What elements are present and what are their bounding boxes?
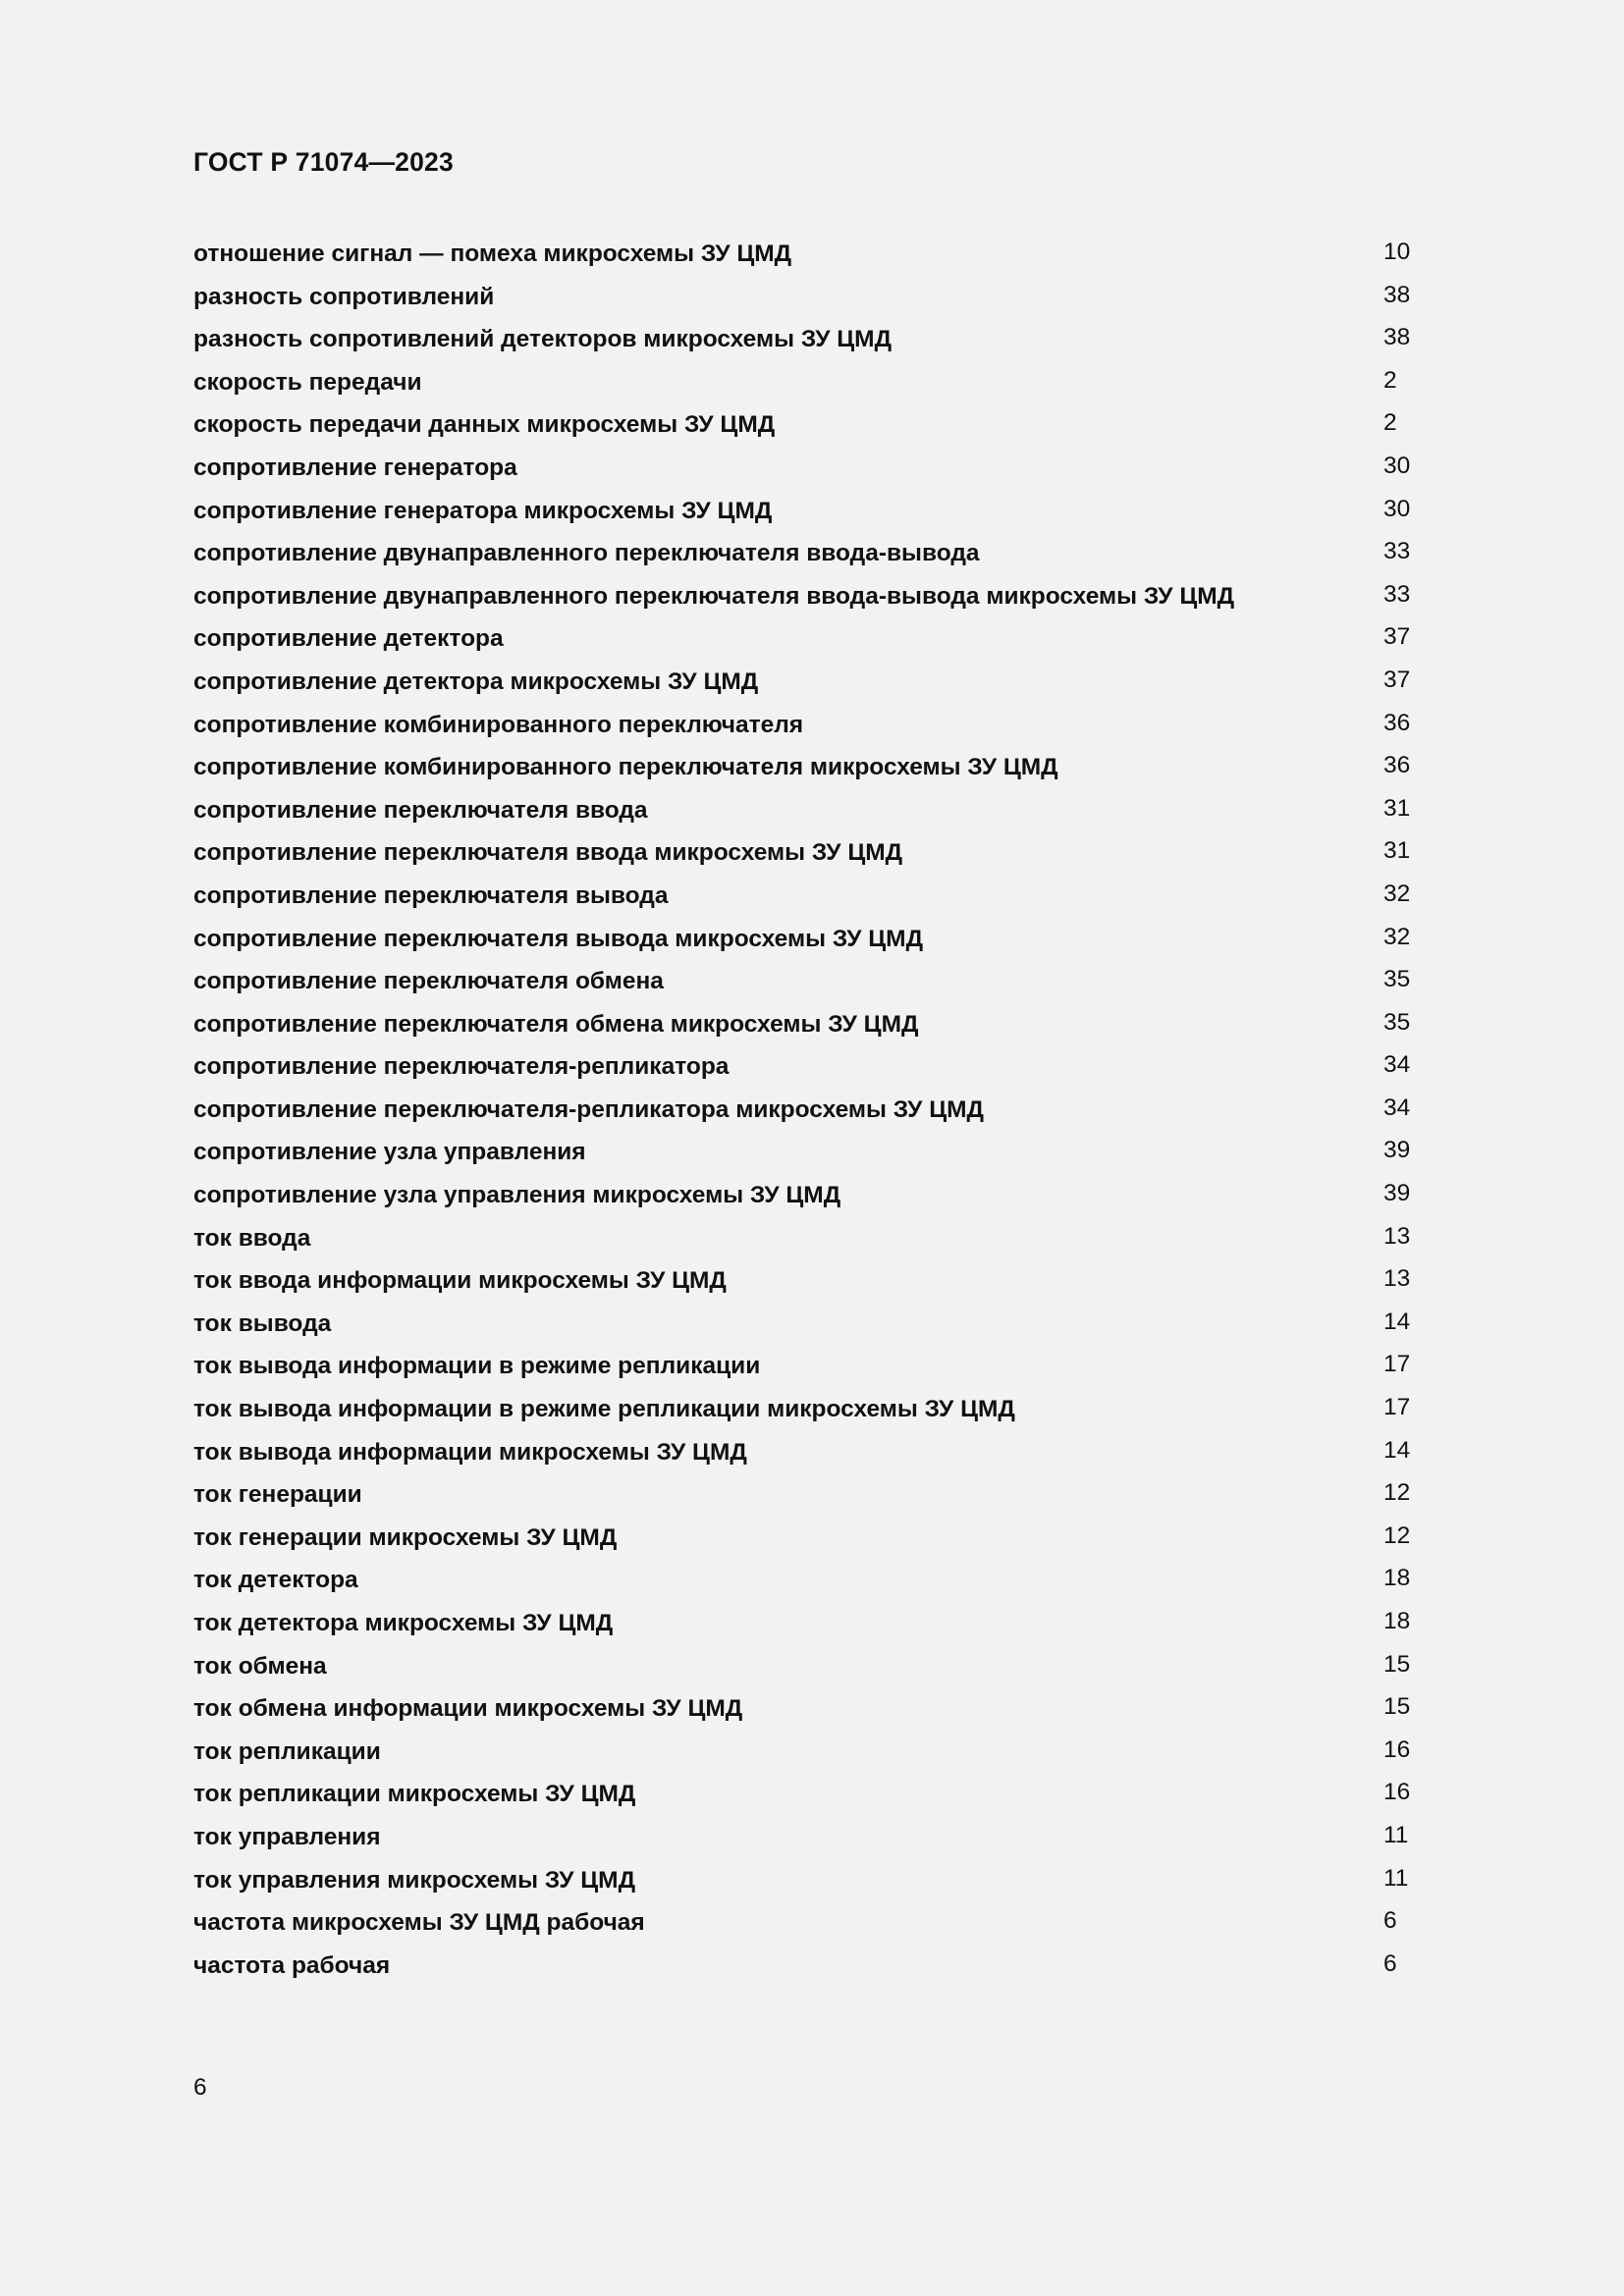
index-entry: [193, 325, 1431, 368]
index-entry: [193, 711, 1431, 754]
index-term: ток управления микросхемы ЗУ ЦМД: [193, 1866, 636, 1894]
index-page-ref: 33: [1383, 580, 1411, 608]
alphabetical-index: [193, 240, 1431, 1994]
index-term: сопротивление переключателя вывода: [193, 881, 669, 909]
index-page-ref: 12: [1383, 1479, 1411, 1507]
index-page-ref: 39: [1383, 1137, 1411, 1164]
index-term: сопротивление переключателя-репликатора микросхемы ЗУ ЦМД: [193, 1095, 984, 1123]
index-entry: [193, 753, 1431, 796]
index-page-ref: 6: [1383, 1949, 1397, 1977]
index-term: сопротивление генератора микросхемы ЗУ ЦМД: [193, 497, 773, 524]
index-term: сопротивление комбинированного переключателя микросхемы ЗУ ЦМД: [193, 754, 1058, 781]
index-page-ref: 36: [1383, 752, 1411, 779]
index-entry: [193, 368, 1431, 411]
index-page-ref: 15: [1383, 1693, 1411, 1721]
index-entry: [193, 1138, 1431, 1181]
index-page-ref: 37: [1383, 666, 1411, 693]
index-entry: [193, 967, 1431, 1010]
index-page-ref: 13: [1383, 1222, 1411, 1250]
index-term: ток детектора микросхемы ЗУ ЦМД: [193, 1610, 614, 1636]
index-term: ток репликации микросхемы ЗУ ЦМД: [193, 1781, 636, 1808]
index-page-ref: 38: [1383, 324, 1411, 351]
index-entry: [193, 240, 1431, 283]
index-page-ref: 14: [1383, 1436, 1411, 1464]
index-page-ref: 34: [1383, 1094, 1411, 1121]
index-term: сопротивление переключателя обмена: [193, 968, 664, 995]
index-page-ref: 38: [1383, 281, 1411, 308]
index-page-ref: 17: [1383, 1351, 1411, 1378]
index-entry: [193, 497, 1431, 540]
index-term: ток вывода информации микросхемы ЗУ ЦМД: [193, 1438, 747, 1466]
index-page-ref: 34: [1383, 1051, 1411, 1079]
index-entry: [193, 454, 1431, 497]
index-entry: [193, 624, 1431, 667]
index-term: сопротивление узла управления: [193, 1139, 586, 1166]
index-page-ref: 18: [1383, 1608, 1411, 1634]
index-page-ref: 18: [1383, 1565, 1411, 1592]
index-term: сопротивление комбинированного переключателя: [193, 711, 804, 738]
index-term: ток вывода информации в режиме репликации: [193, 1353, 761, 1380]
index-page-ref: 16: [1383, 1779, 1411, 1806]
index-page-ref: 31: [1383, 794, 1411, 822]
index-entry: [193, 1052, 1431, 1095]
index-term: ток обмена информации микросхемы ЗУ ЦМД: [193, 1695, 743, 1723]
page-number: 6: [193, 2074, 207, 2101]
index-page-ref: 10: [1383, 239, 1411, 265]
index-page-ref: 2: [1383, 409, 1397, 437]
index-term: ток генерации: [193, 1481, 362, 1509]
index-entry: [193, 1224, 1431, 1267]
index-page-ref: 2: [1383, 366, 1397, 394]
index-term: сопротивление двунаправленного переключателя ввода-вывода: [193, 540, 980, 567]
index-term: сопротивление переключателя-репликатора: [193, 1053, 730, 1081]
document-header: ГОСТ Р 71074—2023: [193, 147, 454, 177]
index-entry: [193, 1352, 1431, 1395]
index-page-ref: 35: [1383, 1008, 1411, 1036]
index-page-ref: 11: [1383, 1864, 1409, 1892]
index-page-ref: 30: [1383, 452, 1411, 479]
index-entry: [193, 1438, 1431, 1481]
index-page-ref: 11: [1383, 1821, 1409, 1848]
index-term: скорость передачи данных микросхемы ЗУ ЦМД: [193, 411, 776, 439]
index-entry: [193, 1823, 1431, 1866]
index-page-ref: 37: [1383, 623, 1411, 651]
index-entry: [193, 1780, 1431, 1823]
index-entry: [193, 1737, 1431, 1781]
index-page-ref: 35: [1383, 966, 1411, 993]
index-page-ref: 32: [1383, 923, 1411, 950]
index-term: разность сопротивлений: [193, 283, 495, 310]
index-entry: [193, 1395, 1431, 1438]
index-entry: [193, 881, 1431, 925]
index-entry: [193, 796, 1431, 839]
index-page-ref: 36: [1383, 709, 1411, 736]
index-entry: [193, 539, 1431, 582]
index-entry: [193, 838, 1431, 881]
index-term: ток репликации: [193, 1737, 381, 1765]
index-page-ref: 15: [1383, 1650, 1411, 1678]
index-page-ref: 14: [1383, 1308, 1411, 1335]
index-term: сопротивление детектора: [193, 625, 504, 653]
index-entry: [193, 410, 1431, 454]
index-entry: [193, 1010, 1431, 1053]
index-page-ref: 32: [1383, 880, 1411, 907]
index-term: ток управления: [193, 1823, 381, 1850]
index-entry: [193, 1951, 1431, 1995]
index-page-ref: 17: [1383, 1394, 1411, 1421]
index-entry: [193, 1266, 1431, 1309]
index-entry: [193, 925, 1431, 968]
index-entry: [193, 1523, 1431, 1567]
index-term: сопротивление генератора: [193, 454, 517, 481]
index-term: сопротивление узла управления микросхемы ЗУ ЦМД: [193, 1182, 841, 1209]
index-entry: [193, 283, 1431, 326]
index-term: ток генерации микросхемы ЗУ ЦМД: [193, 1523, 618, 1551]
index-entry: [193, 667, 1431, 711]
index-entry: [193, 1095, 1431, 1139]
index-term: ток ввода информации микросхемы ЗУ ЦМД: [193, 1267, 727, 1295]
index-term: сопротивление переключателя вывода микросхемы ЗУ ЦМД: [193, 925, 924, 952]
index-entry: [193, 1694, 1431, 1737]
index-entry: [193, 1908, 1431, 1951]
index-term: ток детектора: [193, 1567, 358, 1594]
index-entry: [193, 1480, 1431, 1523]
index-entry: [193, 1652, 1431, 1695]
index-term: отношение сигнал — помеха микросхемы ЗУ ЦМД: [193, 240, 792, 267]
index-term: сопротивление двунаправленного переключателя ввода-вывода микросхемы ЗУ ЦМД: [193, 582, 1235, 610]
index-term: частота микросхемы ЗУ ЦМД рабочая: [193, 1909, 645, 1937]
index-term: разность сопротивлений детекторов микросхемы ЗУ ЦМД: [193, 326, 893, 353]
index-page-ref: 30: [1383, 495, 1411, 522]
index-term: ток ввода: [193, 1224, 311, 1252]
index-page-ref: 13: [1383, 1265, 1411, 1293]
index-page-ref: 31: [1383, 837, 1411, 865]
index-term: сопротивление детектора микросхемы ЗУ ЦМД: [193, 667, 759, 695]
index-term: ток вывода: [193, 1309, 332, 1337]
index-entry: [193, 582, 1431, 625]
index-page-ref: 12: [1383, 1522, 1411, 1549]
index-entry: [193, 1181, 1431, 1224]
index-entry: [193, 1309, 1431, 1353]
index-entry: [193, 1566, 1431, 1609]
index-term: скорость передачи: [193, 368, 422, 396]
index-term: сопротивление переключателя обмена микросхемы ЗУ ЦМД: [193, 1010, 919, 1038]
index-page-ref: 16: [1383, 1735, 1411, 1763]
index-term: ток вывода информации в режиме репликации микросхемы ЗУ ЦМД: [193, 1396, 1015, 1423]
index-page-ref: 39: [1383, 1180, 1411, 1207]
index-term: частота рабочая: [193, 1951, 391, 1979]
index-page-ref: 6: [1383, 1907, 1397, 1935]
index-entry: [193, 1866, 1431, 1909]
index-entry: [193, 1609, 1431, 1652]
index-term: сопротивление переключателя ввода: [193, 796, 648, 824]
index-page-ref: 33: [1383, 538, 1411, 565]
index-term: сопротивление переключателя ввода микросхемы ЗУ ЦМД: [193, 839, 903, 867]
index-term: ток обмена: [193, 1652, 327, 1680]
